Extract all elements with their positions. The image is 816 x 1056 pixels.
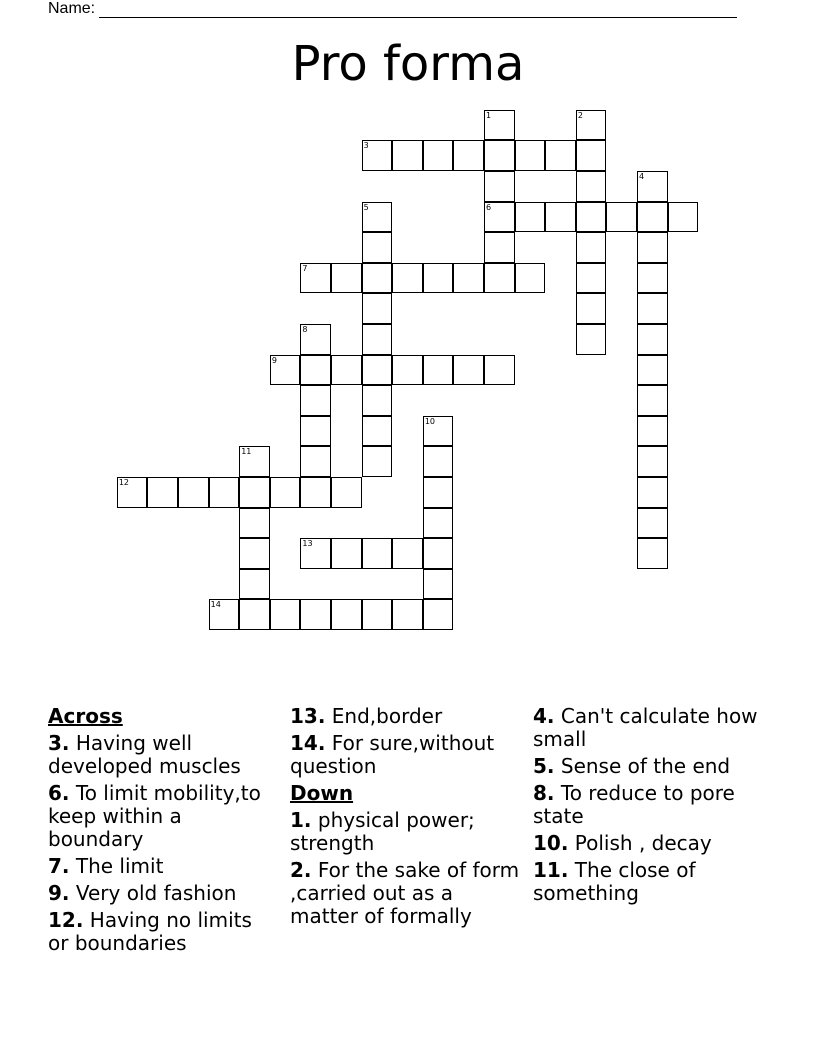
grid-cell[interactable]	[362, 385, 393, 416]
clue-number: 14.	[290, 731, 326, 755]
clue-number-label: 10	[424, 416, 435, 426]
grid-cell[interactable]	[423, 446, 454, 477]
grid-cell[interactable]	[576, 293, 607, 324]
grid-cell[interactable]	[576, 171, 607, 202]
grid-cell[interactable]	[331, 538, 362, 569]
grid-cell[interactable]	[484, 140, 515, 171]
grid-cell[interactable]	[576, 140, 607, 171]
clue-text: Sense of the end	[554, 754, 731, 778]
grid-cell[interactable]	[453, 140, 484, 171]
grid-cell[interactable]	[423, 477, 454, 508]
grid-cell[interactable]	[484, 232, 515, 263]
grid-cell[interactable]	[392, 355, 423, 386]
grid-cell[interactable]	[423, 508, 454, 539]
grid-cell[interactable]	[300, 263, 331, 294]
grid-cell[interactable]	[362, 293, 393, 324]
grid-cell[interactable]	[362, 263, 393, 294]
clue-down-2	[290, 859, 522, 928]
grid-cell[interactable]	[209, 599, 240, 630]
clue-number-label: 5	[363, 202, 369, 212]
clue-number: 10.	[533, 831, 569, 855]
grid-cell[interactable]	[453, 263, 484, 294]
grid-cell[interactable]	[117, 477, 148, 508]
clue-text: For the sake of form ,carried out as a matter of formally	[290, 858, 520, 928]
clue-text: For sure,without question	[290, 731, 495, 778]
grid-cell[interactable]	[178, 477, 209, 508]
grid-cell[interactable]	[637, 324, 668, 355]
clue-down-1	[290, 809, 522, 855]
clue-number: 5.	[533, 754, 555, 778]
grid-cell[interactable]	[362, 416, 393, 447]
clue-number-label: 14	[210, 600, 221, 610]
clue-number: 8.	[533, 781, 555, 805]
grid-cell[interactable]	[637, 171, 668, 202]
clue-text: End,border	[325, 704, 443, 728]
grid-cell[interactable]	[392, 538, 423, 569]
clue-number: 13.	[290, 704, 326, 728]
grid-cell[interactable]	[637, 477, 668, 508]
clue-number: 2.	[290, 858, 312, 882]
grid-cell[interactable]	[331, 263, 362, 294]
grid-cell[interactable]	[270, 355, 301, 386]
clue-down-10	[533, 832, 763, 855]
grid-cell[interactable]	[392, 263, 423, 294]
grid-cell[interactable]	[362, 538, 393, 569]
grid-cell[interactable]	[362, 599, 393, 630]
grid-cell[interactable]	[423, 416, 454, 447]
grid-cell[interactable]	[300, 477, 331, 508]
clue-across-6	[48, 782, 278, 851]
clue-text: To limit mobility,to keep within a boundary	[48, 781, 261, 851]
clue-number: 6.	[48, 781, 70, 805]
clue-text: Very old fashion	[69, 881, 237, 905]
clue-number: 4.	[533, 704, 555, 728]
grid-cell[interactable]	[515, 140, 546, 171]
grid-cell[interactable]	[239, 446, 270, 477]
grid-cell[interactable]	[484, 355, 515, 386]
grid-cell[interactable]	[484, 263, 515, 294]
grid-cell[interactable]	[484, 110, 515, 141]
grid-cell[interactable]	[331, 355, 362, 386]
clue-number-label: 11	[241, 447, 252, 457]
clues-column-1	[48, 702, 278, 959]
grid-cell[interactable]	[637, 416, 668, 447]
clue-text: The close of something	[533, 858, 696, 905]
grid-cell[interactable]	[453, 355, 484, 386]
grid-cell[interactable]	[300, 446, 331, 477]
grid-cell[interactable]	[637, 355, 668, 386]
grid-cell[interactable]	[545, 202, 576, 233]
clue-text: physical power; strength	[290, 808, 475, 855]
grid-cell[interactable]	[392, 599, 423, 630]
clue-across-12	[48, 909, 278, 955]
grid-cell[interactable]	[423, 263, 454, 294]
grid-cell[interactable]	[484, 202, 515, 233]
grid-cell[interactable]	[423, 599, 454, 630]
grid-cell[interactable]	[300, 355, 331, 386]
grid-cell[interactable]	[270, 599, 301, 630]
clue-number: 1.	[290, 808, 312, 832]
grid-cell[interactable]	[576, 110, 607, 141]
grid-cell[interactable]	[239, 599, 270, 630]
clue-down-11	[533, 859, 763, 905]
grid-cell[interactable]	[484, 171, 515, 202]
clue-number-label: 7	[302, 263, 308, 273]
clue-text: Having well developed muscles	[48, 731, 241, 778]
grid-cell[interactable]	[576, 324, 607, 355]
grid-cell[interactable]	[239, 508, 270, 539]
grid-cell[interactable]	[423, 140, 454, 171]
grid-cell[interactable]	[331, 599, 362, 630]
grid-cell[interactable]	[362, 140, 393, 171]
grid-cell[interactable]	[362, 232, 393, 263]
grid-cell[interactable]	[270, 477, 301, 508]
clue-across-3	[48, 732, 278, 778]
clue-text: Can't calculate how small	[533, 704, 758, 751]
clue-number-label: 8	[302, 325, 308, 334]
grid-cell[interactable]	[239, 538, 270, 569]
grid-cell[interactable]	[637, 232, 668, 263]
clue-text: Having no limits or boundaries	[48, 908, 252, 955]
puzzle-title: Pro forma	[291, 36, 525, 92]
grid-cell[interactable]	[637, 202, 668, 233]
clue-number-label: 6	[486, 202, 492, 212]
clue-text: To reduce to pore state	[533, 781, 735, 828]
grid-cell[interactable]	[239, 477, 270, 508]
clue-down-5	[533, 755, 763, 778]
grid-cell[interactable]	[637, 446, 668, 477]
clue-down-4	[533, 705, 763, 751]
grid-cell[interactable]	[637, 538, 668, 569]
clue-number-label: 1	[486, 110, 492, 120]
grid-cell[interactable]	[423, 355, 454, 386]
grid-cell[interactable]	[331, 477, 362, 508]
clue-number: 7.	[48, 854, 70, 878]
across-heading: Across	[48, 704, 123, 728]
clue-number: 9.	[48, 881, 70, 905]
clue-number: 11.	[533, 858, 569, 882]
grid-cell[interactable]	[668, 202, 699, 233]
clue-number: 12.	[48, 908, 84, 932]
grid-cell[interactable]	[239, 569, 270, 600]
clue-number-label: 4	[639, 172, 645, 181]
grid-cell[interactable]	[545, 140, 576, 171]
clue-number-label: 9	[271, 355, 277, 365]
grid-cell[interactable]	[576, 202, 607, 233]
grid-cell[interactable]	[362, 355, 393, 386]
grid-cell[interactable]	[300, 385, 331, 416]
grid-cell[interactable]	[515, 263, 546, 294]
clue-across-7	[48, 855, 278, 878]
clue-number: 3.	[48, 731, 70, 755]
clue-across-13	[290, 705, 522, 728]
clue-number-label: 12	[118, 478, 129, 487]
grid-cell[interactable]	[423, 569, 454, 600]
clue-down-8	[533, 782, 763, 828]
grid-cell[interactable]	[362, 446, 393, 477]
clues-column-3	[533, 702, 763, 909]
grid-cell[interactable]	[209, 477, 240, 508]
grid-cell[interactable]	[300, 416, 331, 447]
clue-across-9	[48, 882, 278, 905]
clue-text: The limit	[69, 854, 164, 878]
down-heading: Down	[290, 781, 354, 805]
clue-across-14	[290, 732, 522, 778]
grid-cell[interactable]	[362, 202, 393, 233]
grid-cell[interactable]	[576, 232, 607, 263]
grid-cell[interactable]	[392, 140, 423, 171]
clue-text: Polish , decay	[568, 831, 712, 855]
grid-cell[interactable]	[637, 385, 668, 416]
grid-cell[interactable]	[637, 508, 668, 539]
clue-number-label: 13	[302, 539, 313, 549]
name-label: Name:	[48, 0, 96, 17]
grid-cell[interactable]	[606, 202, 637, 233]
grid-cell[interactable]	[300, 538, 331, 569]
grid-cell[interactable]	[362, 324, 393, 355]
grid-cell[interactable]	[576, 263, 607, 294]
grid-cell[interactable]	[637, 293, 668, 324]
clue-number-label: 3	[363, 141, 369, 151]
clues-column-2	[290, 702, 522, 932]
grid-cell[interactable]	[515, 202, 546, 233]
grid-cell[interactable]	[637, 263, 668, 294]
clue-number-label: 2	[577, 110, 583, 120]
grid-cell[interactable]	[423, 538, 454, 569]
grid-cell[interactable]	[147, 477, 178, 508]
grid-cell[interactable]	[300, 599, 331, 630]
grid-cell[interactable]	[300, 324, 331, 355]
